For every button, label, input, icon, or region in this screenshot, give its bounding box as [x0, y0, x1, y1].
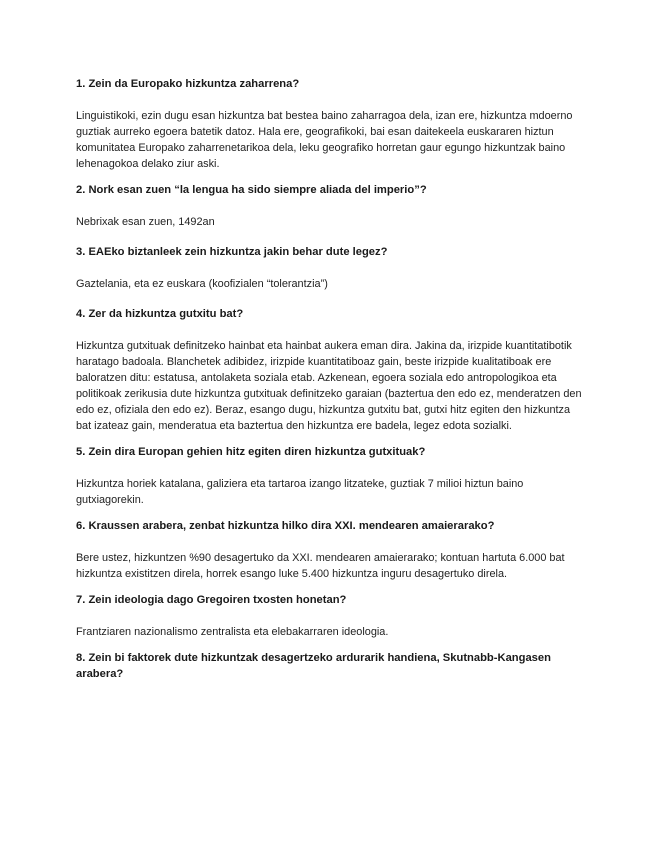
question-8: 8. Zein bi faktorek dute hizkuntzak desagertzeko ardurarik handiena, Skutnabb-Kangasen arabera? [76, 652, 551, 680]
answer-2: Nebrixak esan zuen, 1492an [76, 216, 215, 228]
answer-4: Hizkuntza gutxituak definitzeko hainbat eta hainbat aukera eman dira. Jakina da, irizpide kuantitatibotik haratago badoala. Blanchetek adibidez, irizpide kuantitatiboaz gain, beste irizpide kualitatiboak ere baloratzen ditu: estatusa, antolaketa soziala etab. Azkenean, egoera soziala edo antropologikoa eta politikoak zerikusia dute hizkuntza gutxituak definitzeko garaian (baztertua den edo ez, menderatzen den edo ez, ofiziala den edo ez). Beraz, esango dugu, hizkuntza gutxitu bat, gutxi hitz egiten den hizkuntza bat izateaz gain, menderatua eta baztertua den hizkuntza ere badela, legez edota sozialki. [76, 340, 582, 432]
answer-1: Linguistikoki, ezin dugu esan hizkuntza bat bestea baino zaharragoa dela, izan ere, hizkuntza mdoerno guztiak aurreko egoera batetik datoz. Hala ere, geografikoki, bai esan daitekeela euskararen hiztun komunitatea Europako zaharrenetarikoa dela, leku geografiko horretan gaur egungo hizkuntzak baino lehenagokoa delako ziur aski. [76, 110, 573, 170]
answer-6: Bere ustez, hizkuntzen %90 desagertuko da XXI. mendearen amaierarako; kontuan hartuta 6.000 bat hizkuntza existitzen direla, horrek esango luke 5.400 hizkuntza inguru desagertuko direla. [76, 552, 565, 580]
document-page [76, 76, 588, 682]
question-7: 7. Zein ideologia dago Gregoiren txosten honetan? [76, 594, 347, 606]
question-6: 6. Kraussen arabera, zenbat hizkuntza hilko dira XXI. mendearen amaierarako? [76, 520, 495, 532]
answer-3: Gaztelania, eta ez euskara (koofizialen “tolerantzia”) [76, 278, 328, 290]
question-5: 5. Zein dira Europan gehien hitz egiten diren hizkuntza gutxituak? [76, 446, 426, 458]
question-3: 3. EAEko biztanleek zein hizkuntza jakin behar dute legez? [76, 246, 388, 258]
question-4: 4. Zer da hizkuntza gutxitu bat? [76, 308, 244, 320]
answer-7: Frantziaren nazionalismo zentralista eta elebakarraren ideologia. [76, 626, 389, 638]
question-2: 2. Nork esan zuen “la lengua ha sido siempre aliada del imperio”? [76, 184, 427, 196]
question-1: 1. Zein da Europako hizkuntza zaharrena? [76, 78, 300, 90]
answer-5: Hizkuntza horiek katalana, galiziera eta tartaroa izango litzateke, guztiak 7 milioi hiztun baino gutxiagorekin. [76, 478, 524, 506]
